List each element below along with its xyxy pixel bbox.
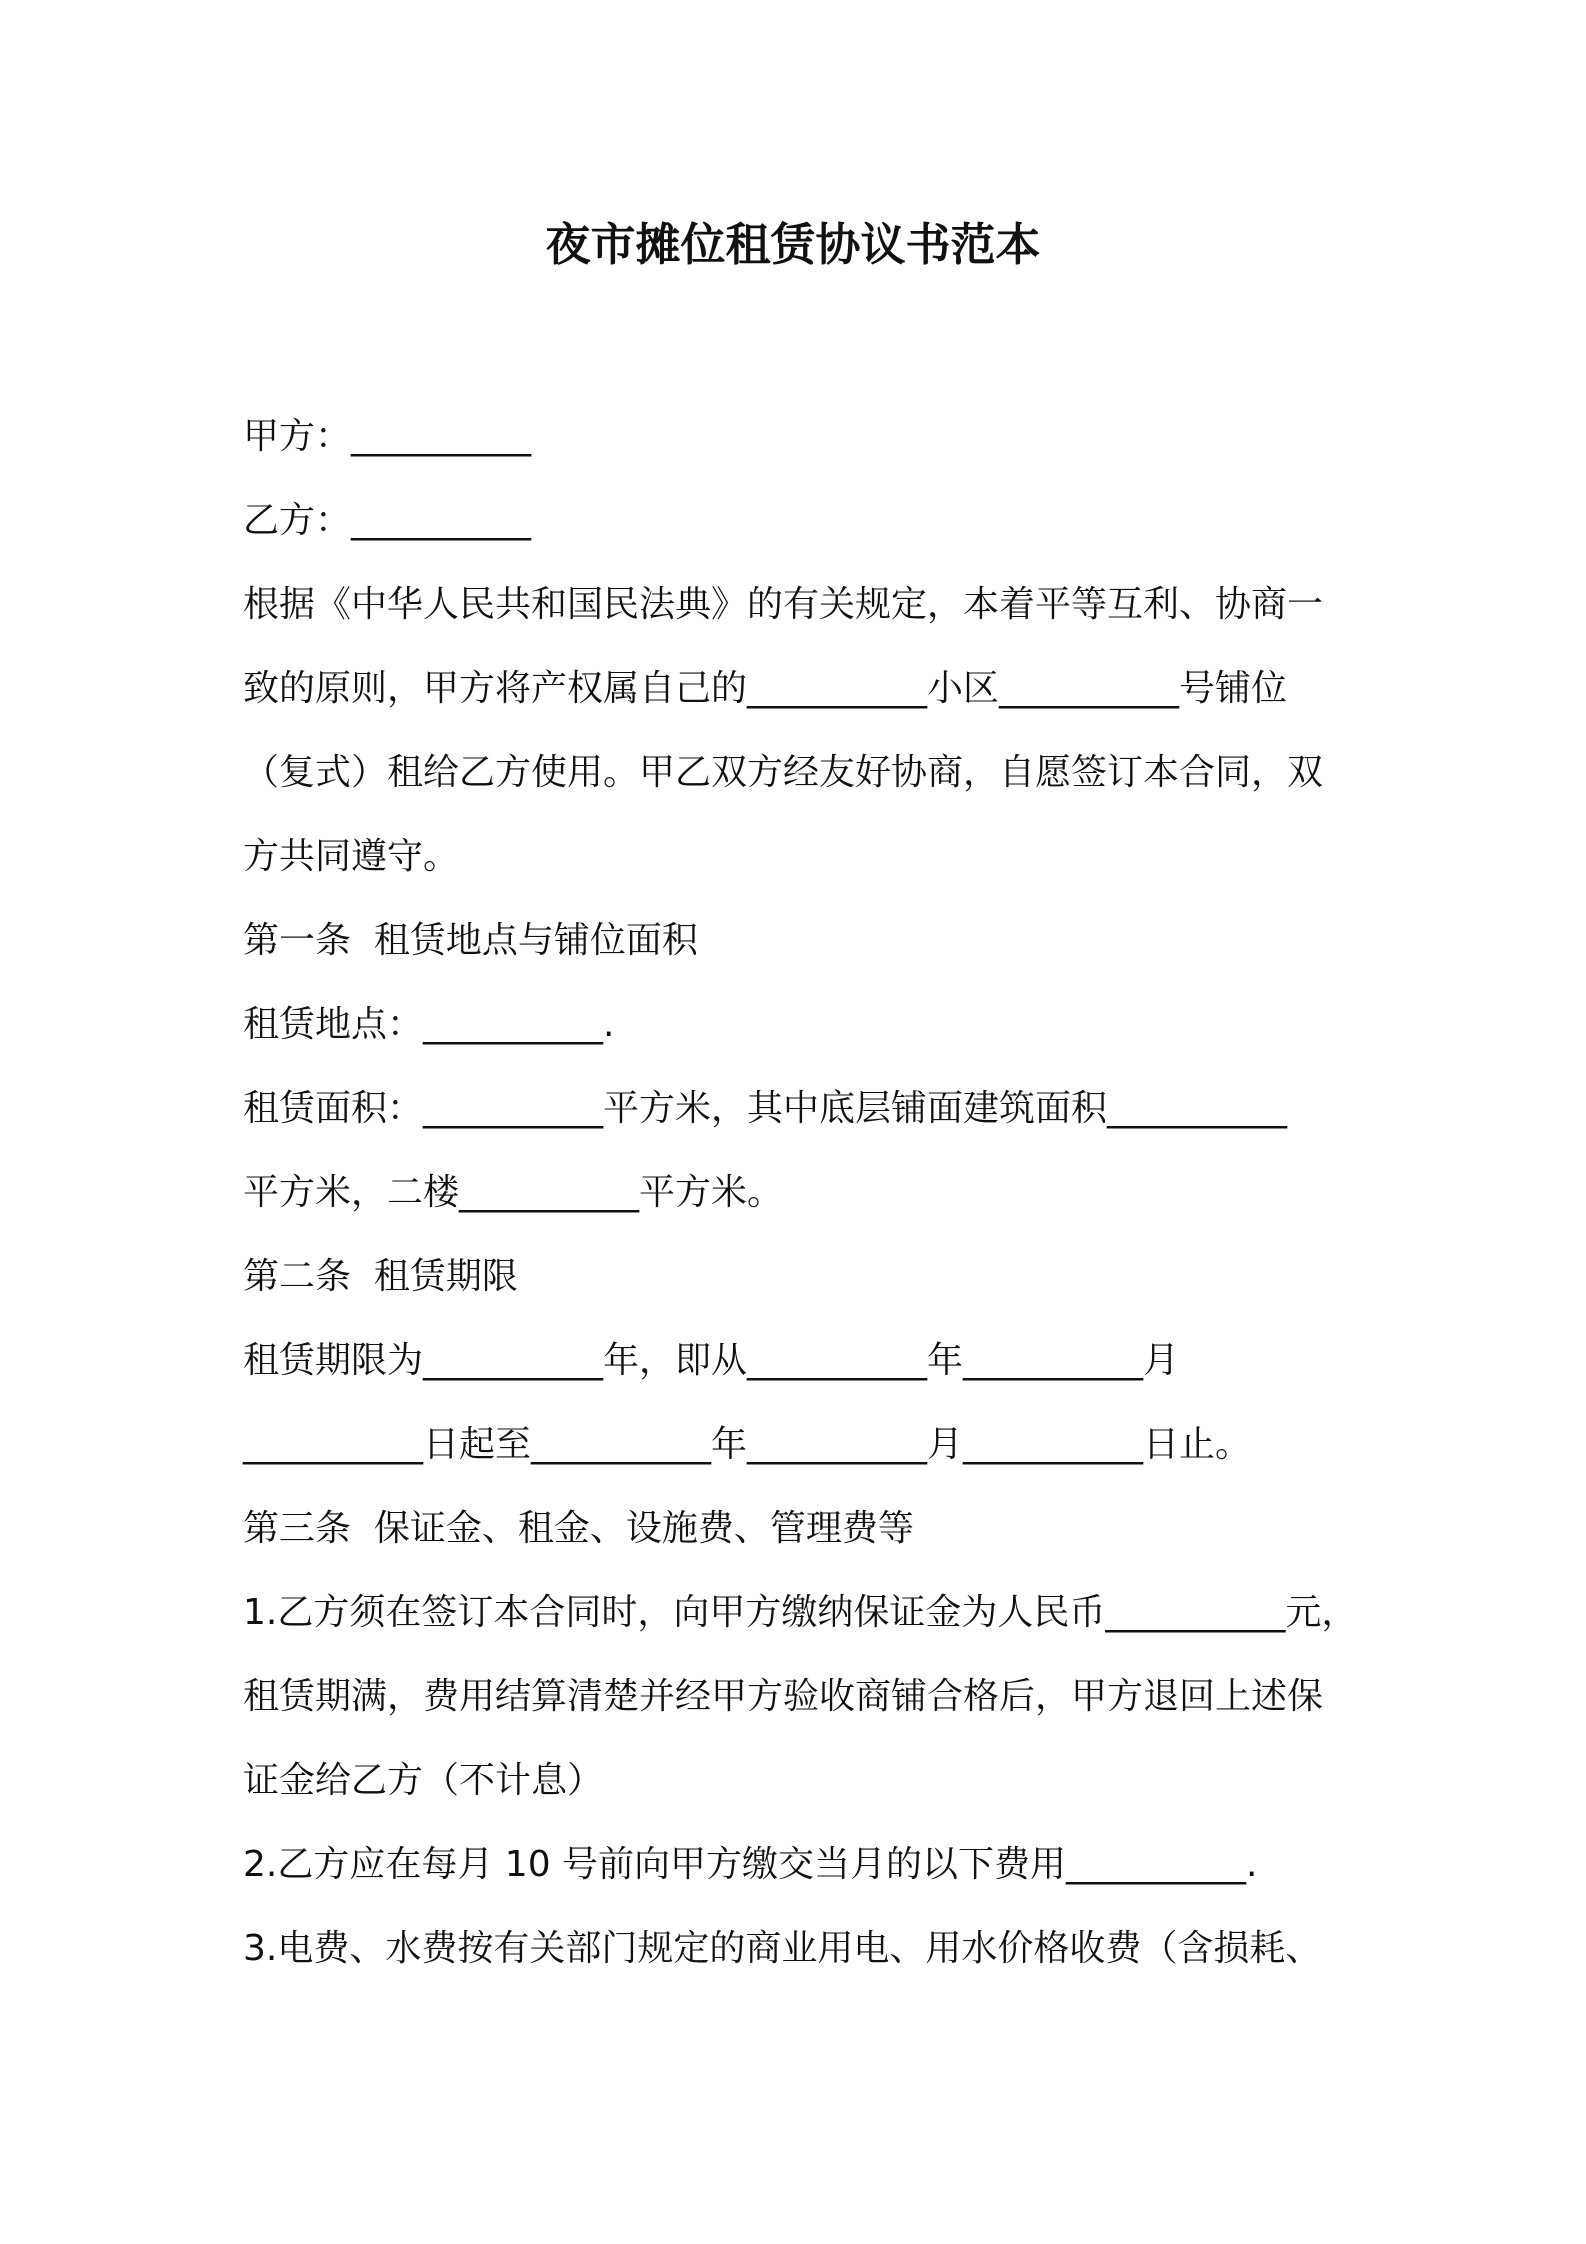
- paragraph-line: 租赁期限为__________年，即从__________年__________月: [243, 1340, 1180, 1381]
- article-heading: 第二条 租赁期限: [243, 1256, 518, 1297]
- document-title: 夜市摊位租赁协议书范本: [545, 218, 1041, 271]
- paragraph-line: 1.乙方须在签订本合同时，向甲方缴纳保证金为人民币__________元，: [243, 1592, 1358, 1633]
- party-b-line: 乙方：__________: [243, 500, 532, 541]
- paragraph-line: 3.电费、水费按有关部门规定的商业用电、用水价格收费（含损耗、: [243, 1928, 1322, 1969]
- party-a-line: 甲方：__________: [243, 416, 532, 457]
- paragraph-line: 平方米，二楼__________平方米。: [243, 1172, 784, 1213]
- paragraph-line: 根据《中华人民共和国民法典》的有关规定，本着平等互利、协商一: [243, 584, 1324, 625]
- paragraph-line: 租赁期满，费用结算清楚并经甲方验收商铺合格后，甲方退回上述保: [243, 1676, 1324, 1717]
- article-heading: 第三条 保证金、租金、设施费、管理费等: [243, 1508, 914, 1549]
- paragraph-line: 致的原则，甲方将产权属自己的__________小区__________号铺位: [243, 668, 1288, 709]
- paragraph-line: 租赁地点：__________.: [243, 1004, 615, 1045]
- paragraph-line: （复式）租给乙方使用。甲乙双方经友好协商，自愿签订本合同，双: [243, 752, 1324, 793]
- paragraph-line: 方共同遵守。: [243, 836, 460, 877]
- paragraph-line: 证金给乙方（不计息）: [243, 1760, 604, 1801]
- paragraph-line: 租赁面积：__________平方米，其中底层铺面建筑面积__________: [243, 1088, 1288, 1129]
- paragraph-line: 2.乙方应在每月 10 号前向甲方缴交当月的以下费用__________.: [243, 1844, 1258, 1885]
- paragraph-line: __________日起至__________年__________月__________日止。: [243, 1424, 1252, 1465]
- article-heading: 第一条 租赁地点与铺位面积: [243, 920, 698, 961]
